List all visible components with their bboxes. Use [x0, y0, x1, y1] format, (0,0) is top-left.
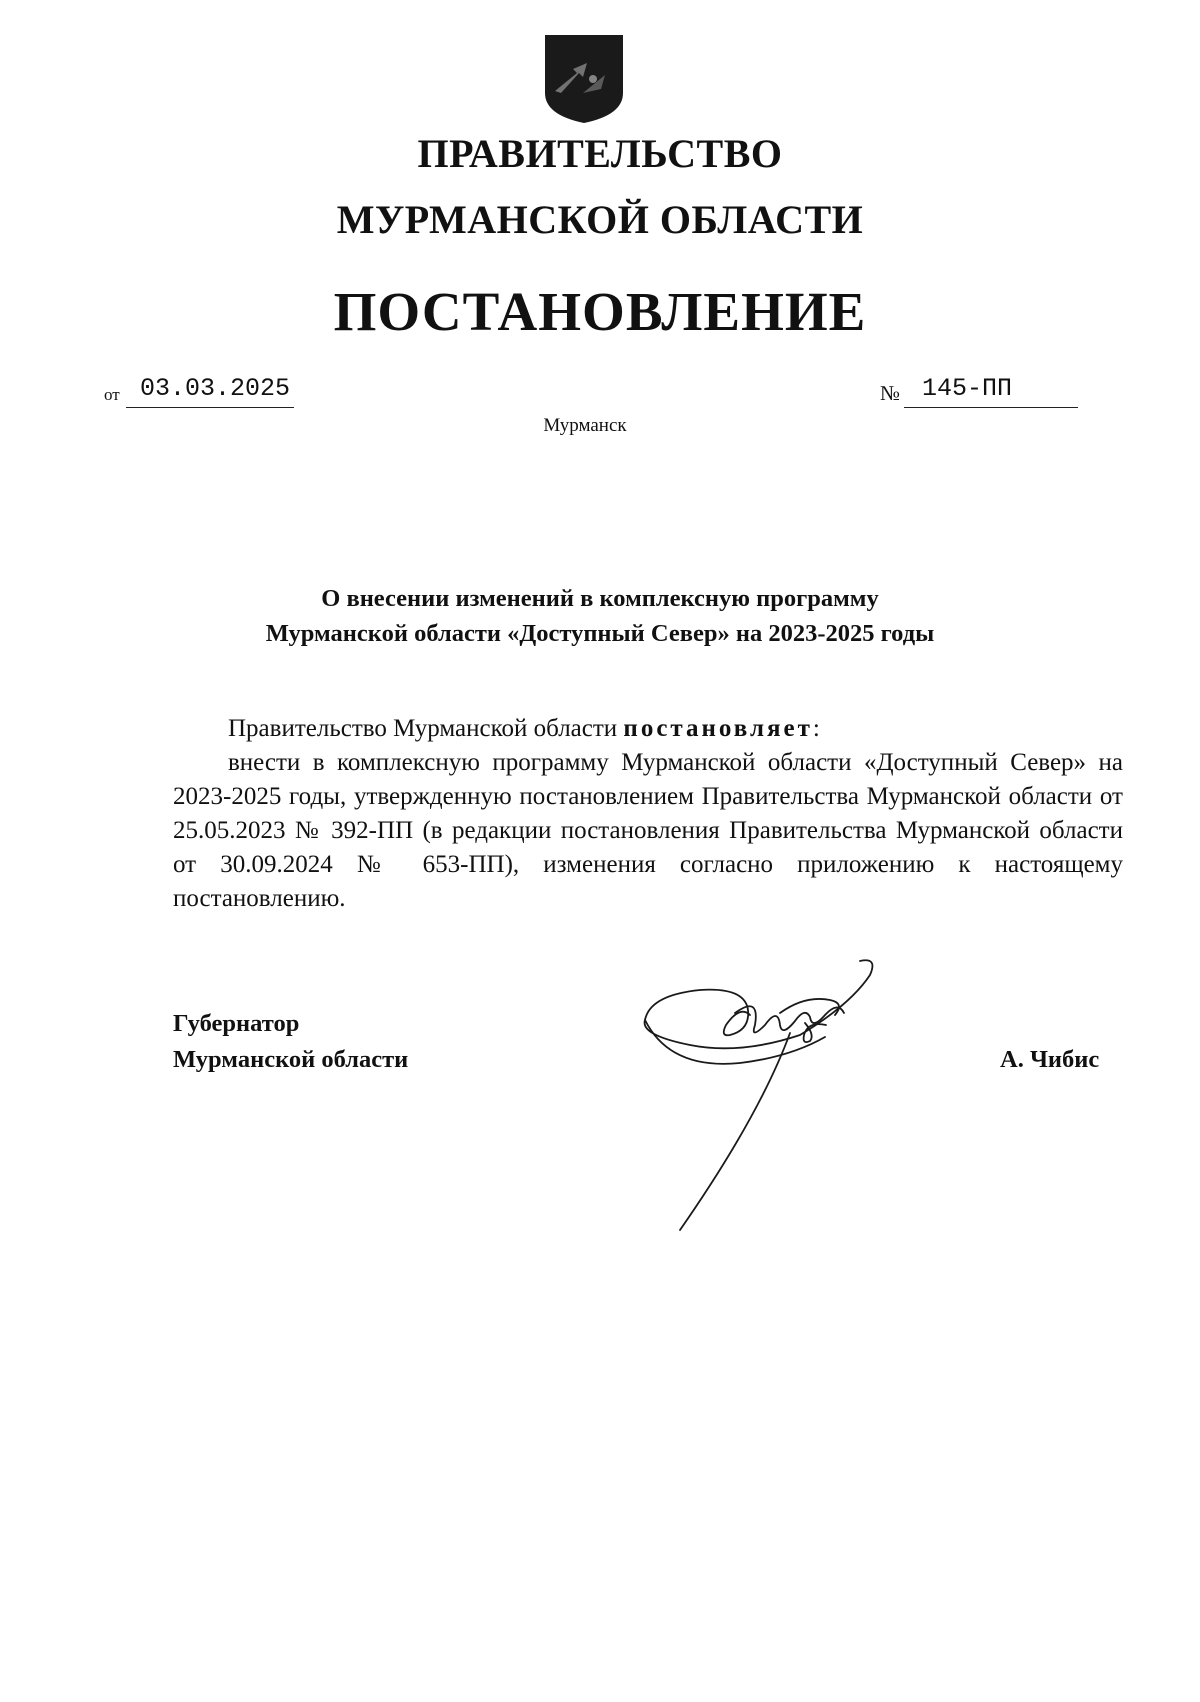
- coat-of-arms-icon: [543, 33, 625, 125]
- document-number: 145-ПП: [904, 371, 1078, 408]
- intro-prefix: Правительство Мурманской области: [228, 715, 618, 742]
- subject-line2: Мурманской области «Доступный Север» на 2023-2025 годы: [265, 620, 935, 647]
- org-title-line1: ПРАВИТЕЛЬСТВО: [417, 131, 783, 176]
- number-label: №: [880, 381, 901, 405]
- resolution-intro: [228, 712, 1028, 746]
- signatory-title: [173, 1006, 408, 1078]
- org-title-line2: МУРМАНСКОЙ ОБЛАСТИ: [336, 197, 864, 242]
- date-label: от: [104, 385, 120, 404]
- document-date: 03.03.2025: [126, 371, 294, 408]
- resolution-paragraph: внести в комплексную программу Мурманской области «Доступный Север» на 2023-2025 годы, утвержденную постановлением Правительства Мурманской области от 25.05.2023 № 392-ПП (в редакции постановления Правительства Мурманской области от 30.09.2024 № 653-ПП), изменения согласно приложению к настоящему постановлению.: [173, 749, 1123, 912]
- city-name: Мурманск: [543, 415, 627, 436]
- signatory-title-line2: Мурманской области: [173, 1046, 409, 1073]
- document-type-title: ПОСТАНОВЛЕНИЕ: [333, 281, 867, 342]
- intro-resolves: постановляет: [623, 715, 813, 742]
- signatory-name: А. Чибис: [1000, 1046, 1100, 1073]
- intro-suffix: :: [812, 715, 820, 742]
- subject-line1: О внесении изменений в комплексную программу: [321, 585, 879, 612]
- signatory-title-line1: Губернатор: [173, 1010, 300, 1037]
- handwritten-signature: [630, 955, 880, 1240]
